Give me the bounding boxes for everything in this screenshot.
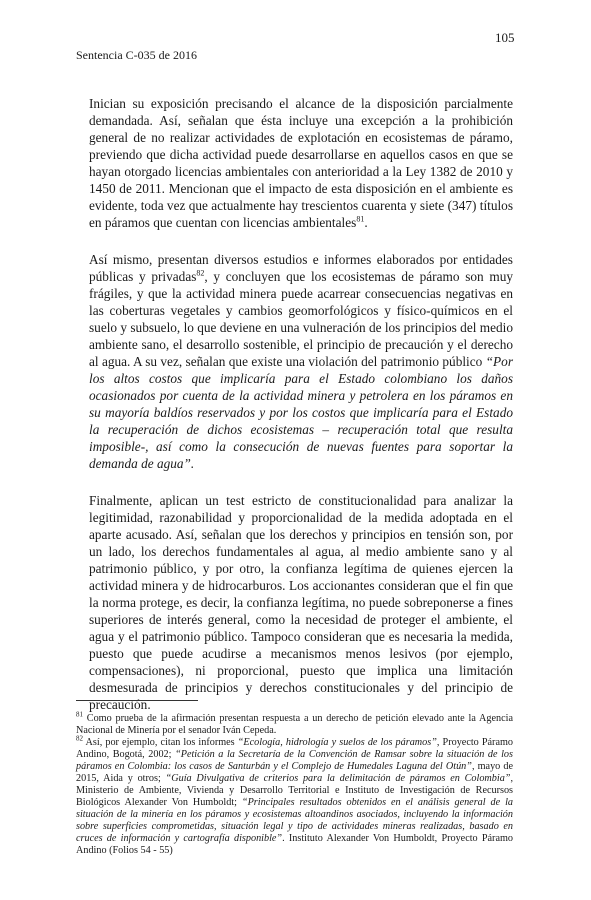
text-run: . Instituto Alexander Von Humboldt, Proyecto Páramo Andino (Folios 54 - 55) (76, 833, 513, 856)
footnote-ref: 81 (356, 214, 365, 224)
paragraph-1 (89, 95, 513, 231)
text-run: , Ministerio de Ambiente, Vivienda y Desarrollo Territorial e Instituto de Investigación de Recursos Biológicos Alexander Von Humboldt; (76, 773, 514, 808)
paragraph-2 (89, 251, 513, 472)
text-run: Como prueba de la afirmación presentan respuesta a un derecho de petición elevado ante la Agencia Nacional de Minería por el senador Iván Cepeda. (76, 713, 513, 736)
italic-text: “Petición a la Secretaría de la Convención de Ramsar sobre la situación de los páramos en Colombia: los casos de Santurbán y el Complejo de Humedales Laguna del Otún” (76, 749, 513, 772)
text-run: Finalmente, aplican un test estricto de constitucionalidad para analizar la legitimidad, razonabilidad y proporcionalidad de la medida adoptada en el aparte acusado. Así, señalan que los derechos y principios en tensión son, por un lado, los derechos fundamentales al agua, al medio ambiente sano y al patrimonio público, y por otro, la confianza legítima de quienes ejercen la actividad minera y de hidrocarburos. Los accionantes consideran que el fin que la norma protege, es decir, la confianza legítima, no puede sobreponerse a fines superiores de interés general, como la necesidad de proteger el ambiente, el agua y el patrimonio público. Tampoco consideran que es necesaria la medida, puesto que puede acudirse a mecanismos menos lesivos (por ejemplo, compensaciones), ni proporcional, puesto que implica una limitación desmesurada de principios y derechos constitucionales y del principio de precaución. (89, 493, 513, 712)
paragraph-3 (89, 492, 513, 713)
footnote-ref: 81 (76, 710, 83, 719)
text-run: Así mismo, presentan diversos estudios e informes elaborados por entidades públicas y privadas (89, 252, 513, 284)
text-run: , mayo de 2015, Aida y otros; (76, 761, 514, 784)
italic-text: “Ecología, hidrología y suelos de los páramos” (237, 737, 437, 748)
text-run: Así, por ejemplo, citan los informes (83, 737, 238, 748)
text-run: , y concluyen que los ecosistemas de páramo son muy frágiles, y que la actividad minera puede acarrear consecuencias negativas en las coberturas vegetales y cambios geomorfológicos y físico-químicos en el suelo y subsuelo, lo que deviene en una vulneración de los principios del medio ambiente sano, el desarrollo sostenible, el principio de precaución y el derecho al agua. A su vez, señalan que existe una violación del patrimonio público (89, 269, 513, 369)
text-run: , Proyecto Páramo Andino, Bogotá, 2002; (76, 737, 513, 760)
footnote-82 (76, 734, 514, 857)
italic-text: “Principales resultados obtenidos en el análisis general de la situación de la minería en los páramos y ecosistemas altoandinos asociados, incluyendo la información sobre superficies comprometidas, situación legal y tipo de actividades mineras realizadas, basado en cruces de información y cartografía disponible” (76, 797, 513, 844)
italic-text: “Por los altos costos que implicaría para el Estado colombiano los daños ocasionados por cuenta de la actividad minera y petrolera en los páramos en su mayoría baldíos reservados y por los costos que implicaría para el Estado la recuperación de dichos ecosistemas – recuperación total que resulta imposible-, así como la consecución de nuevas fuentes para soportar la demanda de agua”. (89, 354, 513, 471)
italic-text: “Guía Divulgativa de criterios para la delimitación de páramos en Colombia” (165, 773, 511, 784)
running-title: Sentencia C-035 de 2016 (76, 48, 197, 62)
text-run: . (364, 215, 368, 230)
main-body (89, 95, 513, 733)
page-number: 105 (495, 30, 515, 45)
footnote-ref: 82 (76, 734, 83, 743)
text-run: Inician su exposición precisando el alcance de la disposición parcialmente demandada. Así, señalan que ésta incluye una excepción a la prohibición general de no realizar actividades de explotación en ecosistemas de páramo, previendo que dicha actividad puede desarrollarse en aquellos casos en que se hayan otorgado licencias ambientales con anterioridad a la Ley 1382 de 2010 y 1450 de 2011. Mencionan que el impacto de esta disposición en el ambiente es evidente, toda vez que actualmente hay trescientos cuarenta y siete (347) títulos en páramos que cuentan con licencias ambientales (89, 96, 513, 230)
footnotes (76, 700, 513, 857)
footnote-rule (76, 700, 198, 701)
footnote-81 (76, 710, 513, 737)
footnote-ref: 82 (196, 268, 205, 278)
